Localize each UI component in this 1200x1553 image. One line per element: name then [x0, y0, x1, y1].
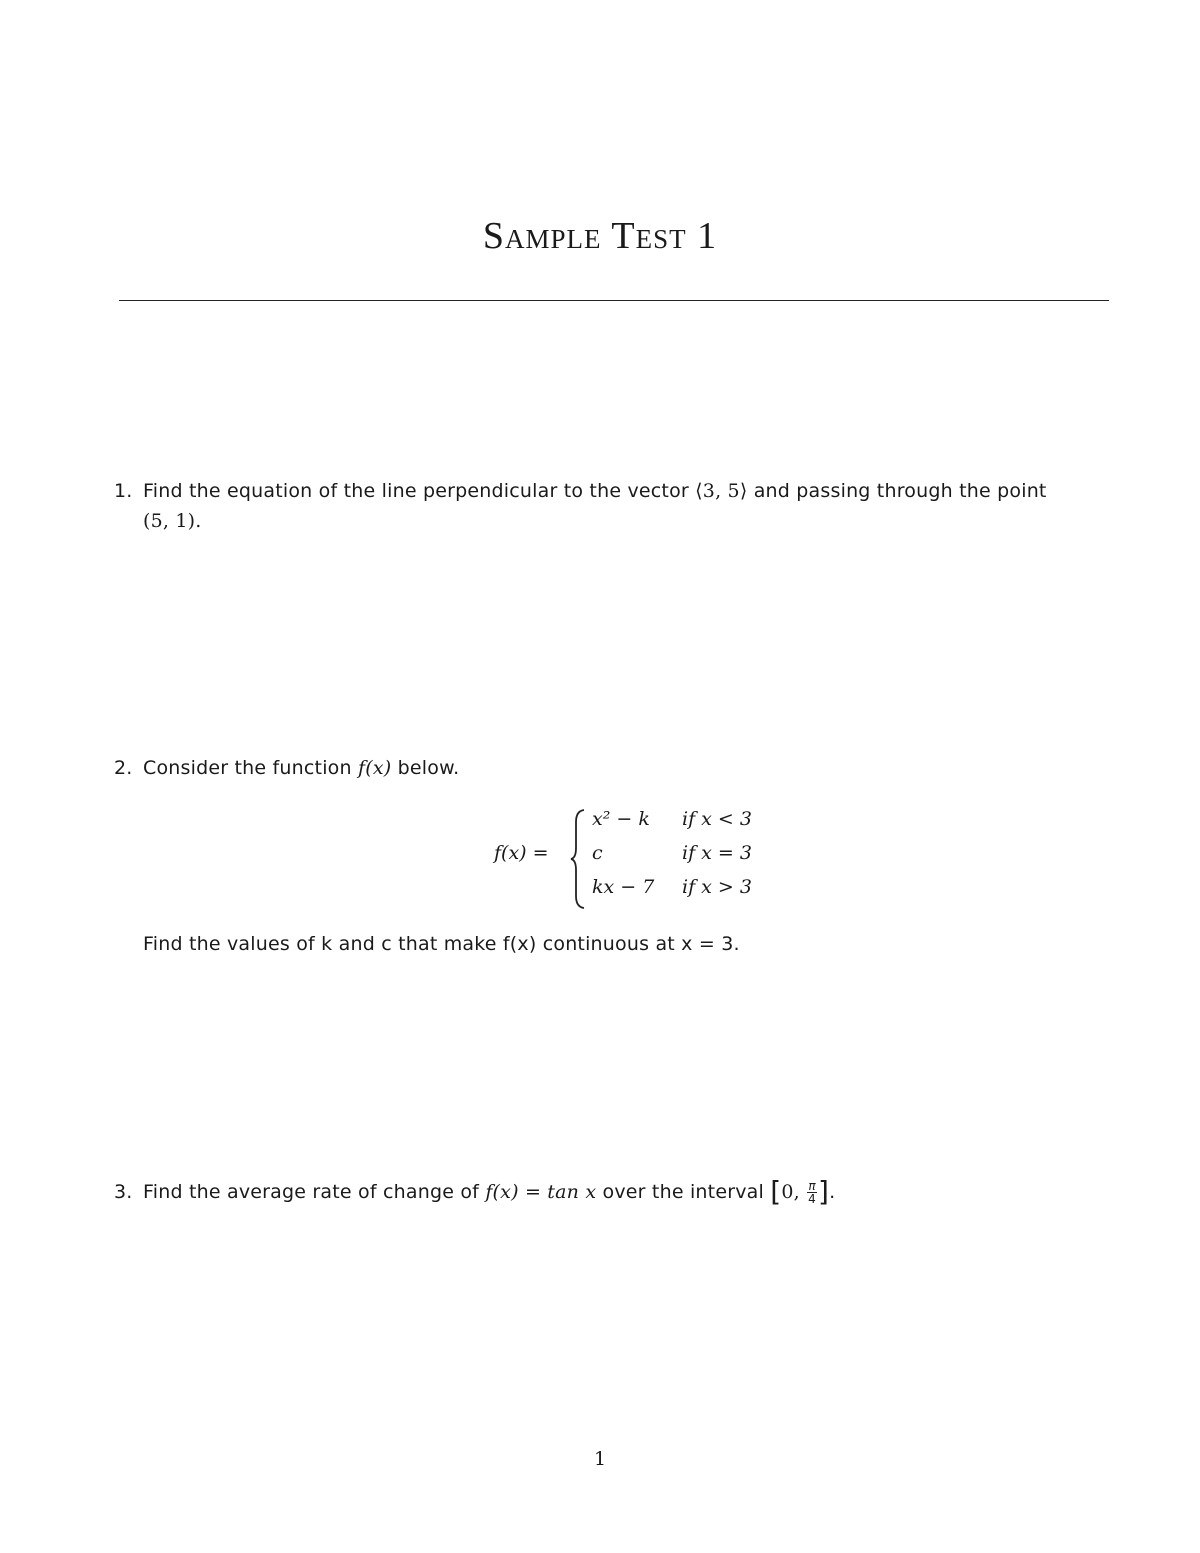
question-text — [143, 753, 1113, 783]
question-1-text-rest: and passing through the point — [753, 480, 1047, 502]
piecewise-function — [494, 806, 774, 910]
page-title: Sample Test 1 — [482, 215, 718, 257]
question-2 — [114, 753, 1114, 785]
interval-left: 0, — [781, 1181, 800, 1203]
right-bracket-icon: ] — [817, 1175, 830, 1208]
question-number: 2. — [114, 757, 133, 779]
question-text — [143, 476, 1113, 536]
case-expression: x² − k — [592, 808, 650, 830]
vector-value: ⟨3, 5⟩ — [695, 480, 748, 502]
case-expression: c — [592, 842, 603, 864]
title-divider — [119, 300, 1109, 301]
question-2-intro-end: below. — [397, 757, 460, 779]
sentence-end: . — [829, 1181, 836, 1203]
case-condition: if x < 3 — [682, 808, 752, 830]
left-bracket-icon: [ — [770, 1175, 782, 1208]
function-expression: f(x) = tan x — [485, 1181, 597, 1203]
question-1-text: Find the equation of the line perpendicular to the vector — [143, 480, 689, 502]
fraction-numerator: π — [808, 1179, 816, 1193]
piecewise-lhs: f(x) = — [494, 842, 549, 864]
question-3-text: Find the average rate of change of — [143, 1181, 480, 1203]
question-1 — [114, 476, 1114, 540]
fraction-denominator: 4 — [808, 1192, 816, 1206]
case-expression: kx − 7 — [592, 876, 655, 898]
function-name: f(x) — [358, 757, 392, 779]
question-number: 1. — [114, 480, 133, 502]
case-condition: if x = 3 — [682, 842, 752, 864]
question-2-intro: Consider the function — [143, 757, 352, 779]
interval-fraction — [807, 1180, 817, 1205]
question-3-text-mid: over the interval — [602, 1181, 764, 1203]
question-number: 3. — [114, 1181, 133, 1203]
question-2-followup: Find the values of k and c that make f(x) continuous at x = 3. — [143, 933, 740, 955]
question-text — [143, 1177, 1113, 1207]
page-number: 1 — [593, 1448, 607, 1470]
case-condition: if x > 3 — [682, 876, 752, 898]
point-value: (5, 1). — [143, 510, 202, 532]
left-brace-icon — [570, 808, 588, 910]
question-3 — [114, 1177, 1114, 1213]
